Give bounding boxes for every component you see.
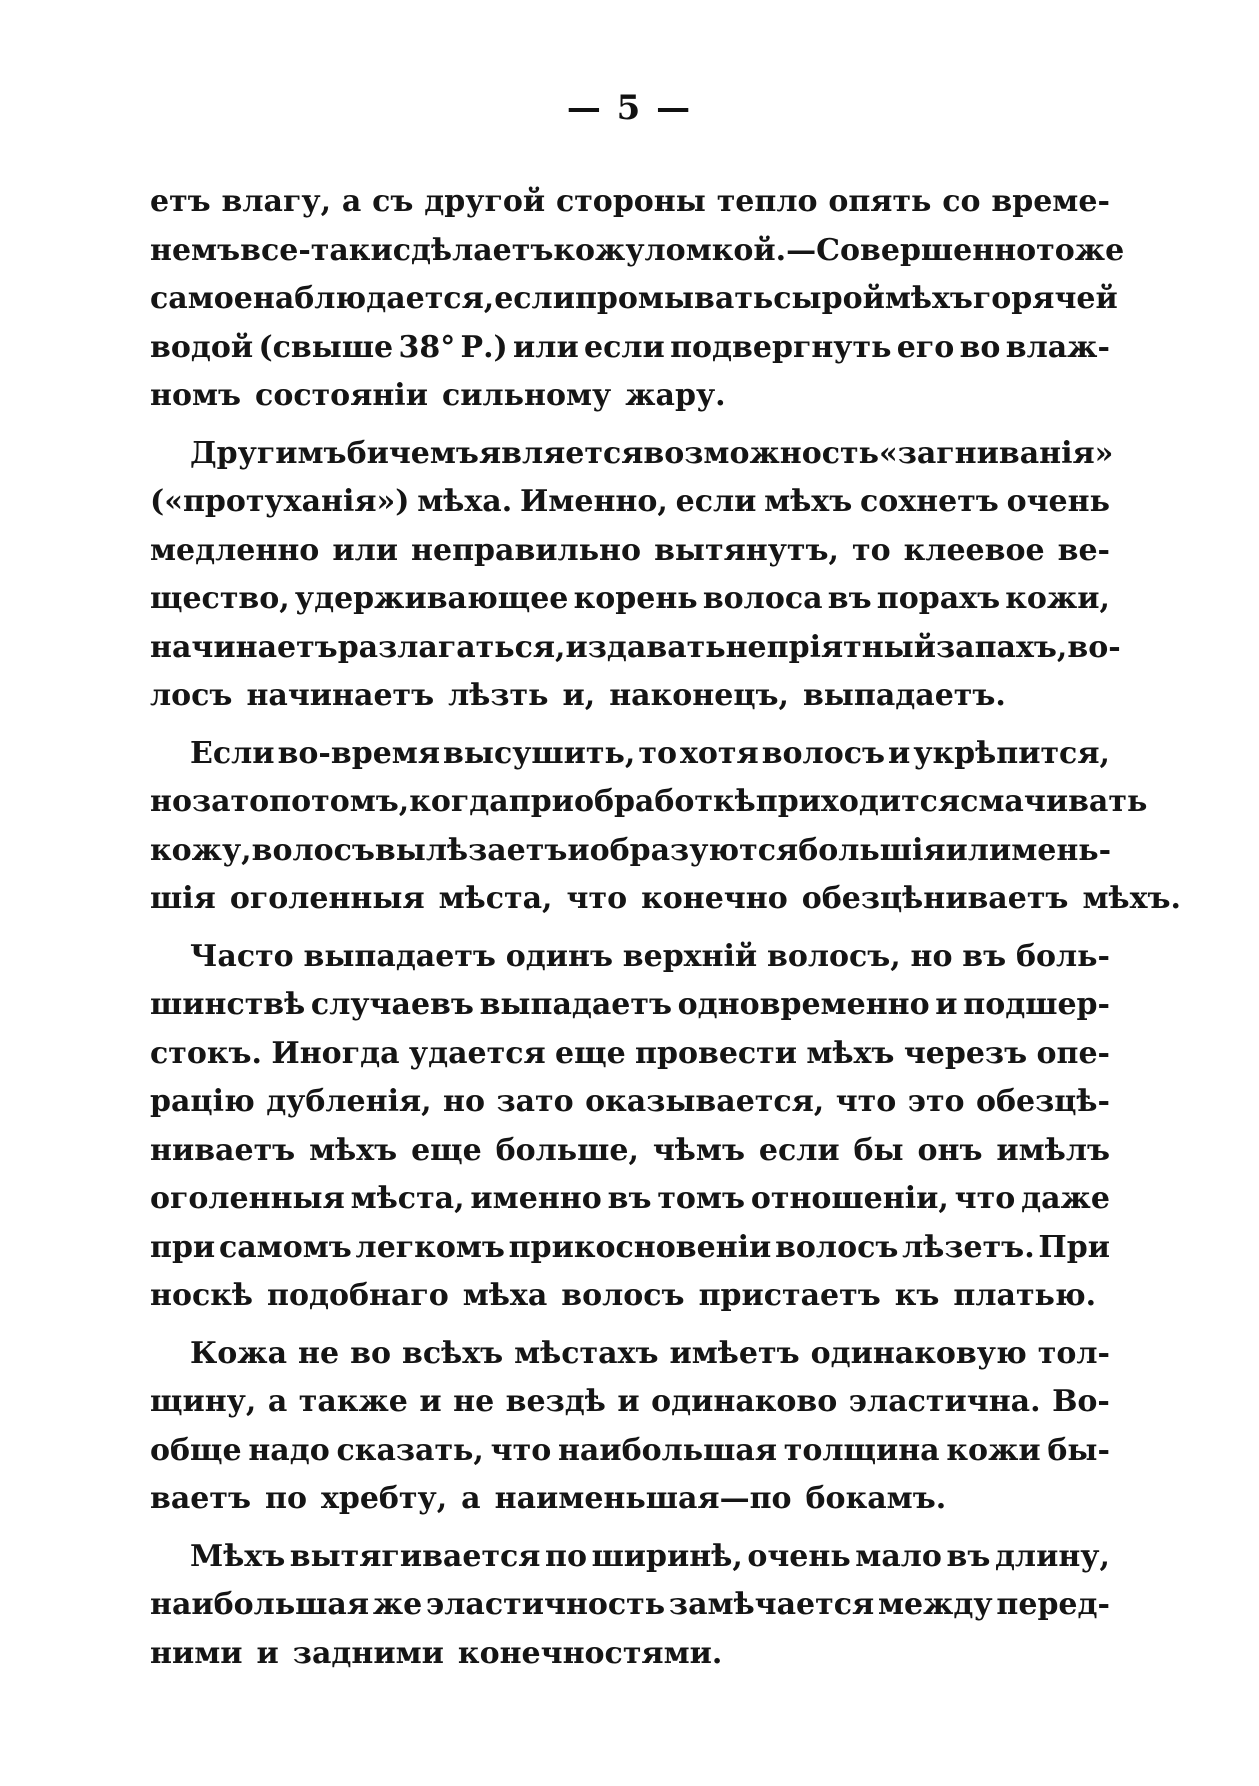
word: «загниванiя» [878, 435, 1114, 471]
word: дубленiя, [266, 1084, 432, 1119]
word: бы [853, 1132, 904, 1168]
word: не [298, 1335, 340, 1371]
word: щину, [150, 1384, 257, 1419]
word: тепло [716, 184, 818, 219]
text-line [150, 227, 1125, 276]
word: ниваетъ [150, 1132, 296, 1168]
word: медленно [150, 532, 320, 568]
word: выпадаетъ [479, 987, 672, 1022]
word: номъ [150, 378, 242, 413]
word: волосъ, [766, 938, 901, 974]
word: наблюдается, [252, 281, 495, 316]
word: имѣлъ [996, 1132, 1110, 1168]
word: конечно [641, 881, 788, 916]
word: одинаково [651, 1384, 838, 1419]
word: Иногда [271, 1035, 400, 1071]
word: или [945, 832, 1012, 868]
word: случаевъ [310, 987, 474, 1022]
word: шинствѣ [150, 987, 306, 1022]
word: въ [827, 581, 872, 616]
word: кожу [553, 232, 645, 268]
word: подобнаго [267, 1278, 449, 1313]
text-line [150, 1533, 1110, 1582]
word: его [896, 329, 955, 365]
paragraph-gap [150, 721, 1110, 730]
text-line [150, 1475, 1110, 1524]
word: и [888, 735, 911, 771]
text-line [150, 1127, 1110, 1176]
word: мѣхъ [309, 1132, 398, 1168]
text-line [150, 933, 1110, 982]
word: а [267, 1384, 288, 1419]
word: лосъ [150, 678, 233, 713]
word: запахъ, [936, 629, 1068, 665]
word: перед- [996, 1587, 1110, 1622]
word: бы- [1047, 1432, 1110, 1468]
word: подшер- [963, 987, 1110, 1022]
word: хотя [680, 735, 759, 771]
word: же [372, 1587, 423, 1622]
text-line [150, 178, 1110, 227]
word: обработкѣ [573, 784, 756, 819]
word: а [341, 184, 362, 219]
word: даже [1021, 1181, 1110, 1216]
word: то [638, 735, 677, 771]
word: между [877, 1587, 993, 1622]
word: выпадаетъ. [802, 678, 1006, 713]
word: но [443, 1084, 486, 1119]
word: Кожа [190, 1335, 288, 1371]
word: волосъ [775, 1229, 899, 1265]
word: кожи [946, 1432, 1041, 1468]
paragraph-gap [150, 1321, 1110, 1330]
word: высушить, [443, 735, 636, 771]
word: конечностями. [457, 1635, 723, 1671]
word: кожу, [150, 832, 252, 868]
word: что [566, 881, 628, 916]
word: томъ [657, 1181, 745, 1216]
word: мѣхъ [764, 484, 853, 519]
word: но [150, 784, 192, 819]
word: еще [555, 1035, 626, 1071]
text-line [150, 1378, 1110, 1427]
word: вытягивается [289, 1538, 541, 1574]
word: лѣзетъ. [902, 1229, 1035, 1265]
word: корень [573, 581, 698, 616]
word: именно [470, 1181, 602, 1216]
word: мѣхъ [806, 1035, 895, 1071]
word: оголенныя [150, 1181, 345, 1216]
word: сохнетъ [860, 484, 999, 519]
word: ломкой.—Совершенно [644, 232, 1037, 268]
text-line [150, 275, 1118, 324]
word: порахъ [876, 581, 1001, 616]
word: всѣхъ [401, 1335, 504, 1371]
word: обще [150, 1432, 242, 1468]
word: мало [855, 1538, 942, 1574]
word: обезцѣ- [976, 1084, 1110, 1119]
word: черезъ [903, 1035, 1028, 1071]
word: очень [1006, 484, 1110, 519]
word: что [835, 1084, 897, 1119]
word: ними [150, 1635, 243, 1671]
text-line [150, 827, 1110, 876]
text-line [150, 1224, 1110, 1273]
word: неправильно [411, 532, 642, 568]
word: все-таки [240, 232, 393, 268]
paragraph-gap [150, 1524, 1110, 1533]
word: ваетъ [150, 1481, 251, 1516]
word: тоже [1036, 232, 1125, 268]
word: приходится [755, 784, 961, 819]
word: во [350, 1335, 391, 1371]
word: имѣетъ [669, 1335, 800, 1371]
word: начинаетъ [150, 629, 338, 665]
word: оголенныя [229, 881, 425, 916]
word: сырой [773, 281, 885, 316]
word: при [508, 784, 574, 819]
word: удается [408, 1035, 546, 1071]
word: больше, [495, 1132, 639, 1168]
word: по [264, 1481, 307, 1516]
word: Если [190, 735, 275, 771]
word: къ [894, 1278, 940, 1313]
word: задними [292, 1635, 444, 1671]
word: и [567, 832, 590, 868]
word: состоянiи [255, 378, 428, 413]
word: разлагаться, [337, 629, 566, 665]
text-line [150, 624, 1121, 673]
word: другой [424, 184, 546, 219]
word: когда [409, 784, 509, 819]
word: горячей [972, 281, 1118, 316]
word: стокъ. [150, 1035, 262, 1071]
word: а [461, 1481, 481, 1516]
word: наибольшая [150, 1587, 370, 1622]
word: време- [991, 184, 1110, 219]
word: мѣхъ. [1082, 881, 1181, 916]
word: и [935, 987, 958, 1022]
text-line [150, 875, 1181, 924]
word: подвергнуть [670, 329, 892, 365]
word: если [675, 484, 757, 519]
word: платью. [953, 1278, 1097, 1313]
word: ве- [1057, 532, 1110, 568]
word: наибольшая [557, 1432, 777, 1468]
word: выпадаетъ [303, 938, 496, 974]
word: жару. [625, 378, 726, 413]
page-number: — 5 — [566, 88, 693, 128]
word: если [494, 281, 575, 316]
word: волосъ [561, 1278, 685, 1313]
word: щество, [150, 581, 290, 616]
word: что [954, 1181, 1016, 1216]
word: если [584, 329, 665, 365]
word: большiя [798, 832, 946, 868]
word: возможность [643, 435, 879, 471]
word: замѣчается [668, 1587, 875, 1622]
word: пристаетъ [698, 1278, 881, 1313]
word: носкѣ [150, 1278, 253, 1313]
word: волосъ [761, 735, 885, 771]
word: со [942, 184, 981, 219]
text-line [150, 372, 1110, 421]
text-line [150, 1030, 1110, 1079]
word: зато [191, 784, 270, 819]
paragraph-gap [150, 421, 1110, 430]
word: въ [962, 938, 1007, 974]
word: является [478, 435, 644, 471]
word: опе- [1036, 1035, 1110, 1071]
paragraph [150, 430, 1121, 721]
word: легкомъ [355, 1229, 505, 1265]
word: самомъ [218, 1229, 352, 1265]
word: надо [248, 1432, 330, 1468]
word: съ [372, 184, 414, 219]
word: влагу, [221, 184, 332, 219]
word: укрѣпится, [913, 735, 1110, 771]
word: волоса [702, 581, 823, 616]
word: потомъ, [269, 784, 410, 819]
word: провести [635, 1035, 798, 1071]
text-line [150, 1078, 1110, 1127]
word: одинъ [505, 938, 613, 974]
word: чѣмъ [652, 1132, 745, 1168]
word: толщина [783, 1432, 940, 1468]
word: хребту, [320, 1481, 448, 1516]
word: также [298, 1384, 408, 1419]
word: водой [150, 329, 254, 365]
text-line [150, 575, 1110, 624]
word: вылѣзаетъ [374, 832, 568, 868]
word: мѣстахъ [514, 1335, 659, 1371]
word: зато [496, 1084, 574, 1119]
word: и [419, 1384, 442, 1419]
word: боль- [1015, 938, 1110, 974]
text-line [150, 1581, 1110, 1630]
word: и [617, 1384, 640, 1419]
word: бичемъ [346, 435, 479, 471]
paragraph [150, 178, 1125, 421]
word: верхнiй [622, 938, 758, 974]
word: клеевое [903, 532, 1045, 568]
word: во- [1067, 629, 1121, 665]
word: Мѣхъ [190, 1538, 286, 1574]
text-line [150, 324, 1110, 373]
word: онъ [917, 1132, 983, 1168]
word: въ [946, 1538, 991, 1574]
word: Во- [1052, 1384, 1110, 1419]
word: стороны [555, 184, 706, 219]
word: образуются [589, 832, 799, 868]
paragraph [150, 933, 1110, 1321]
word: лѣзть [448, 678, 549, 713]
text-line [150, 478, 1110, 527]
word: немъ [150, 232, 241, 268]
word: ширинѣ, [591, 1538, 743, 1574]
text-line [150, 1630, 1110, 1679]
word: мѣста, [350, 1181, 465, 1216]
word: тол- [1037, 1335, 1110, 1371]
word: 38° [398, 329, 456, 365]
word: очень [747, 1538, 851, 1574]
text-line [150, 672, 1110, 721]
word: Часто [190, 938, 294, 974]
word: самое [150, 281, 253, 316]
word: мѣхъ [884, 281, 973, 316]
text-line [150, 527, 1110, 576]
word: влаж- [1005, 329, 1110, 365]
word: волосъ [251, 832, 375, 868]
text-line [150, 778, 1148, 827]
word: наименьшая—по [494, 1481, 792, 1516]
word: эластичность [426, 1587, 666, 1622]
word: одинаковую [810, 1335, 1027, 1371]
word: длину, [994, 1538, 1110, 1574]
word: мѣха [462, 1278, 548, 1313]
word: издавать [565, 629, 726, 665]
word: бокамъ. [805, 1481, 947, 1516]
word: оказывается, [585, 1084, 825, 1119]
word: начинаетъ [246, 678, 435, 713]
word: опять [828, 184, 932, 219]
word: и [256, 1635, 279, 1671]
paragraph [150, 730, 1181, 924]
text-line [150, 1175, 1110, 1224]
word: удерживающее [294, 581, 569, 616]
paragraph [150, 1533, 1110, 1679]
text-line [150, 730, 1110, 779]
word: если [758, 1132, 840, 1168]
word: при [150, 1229, 216, 1265]
word: Другимъ [190, 435, 347, 471]
word: не [453, 1384, 495, 1419]
word: что [490, 1432, 552, 1468]
word: сильному [441, 378, 612, 413]
word: или [513, 329, 579, 365]
word: обезцѣниваетъ [801, 881, 1069, 916]
word: Р.) [460, 329, 508, 365]
word: («протуханiя») [150, 484, 410, 519]
word: по [545, 1538, 587, 1574]
word: непрiятный [725, 629, 937, 665]
word: но [910, 938, 953, 974]
word: это [907, 1084, 965, 1119]
word: (свыше [258, 329, 394, 365]
word: отношенiи, [750, 1181, 949, 1216]
word: вездѣ [505, 1384, 606, 1419]
word: сказать, [336, 1432, 484, 1468]
word: етъ [150, 184, 211, 219]
word: во [959, 329, 1001, 365]
word: рацiю [150, 1084, 255, 1119]
word: мѣста, [438, 881, 553, 916]
word: мѣха. [417, 484, 513, 519]
word: наконецъ, [609, 678, 789, 713]
word: сдѣлаетъ [392, 232, 554, 268]
word: еще [411, 1132, 482, 1168]
word: кожи, [1005, 581, 1110, 616]
text-line [150, 1427, 1110, 1476]
word: то [851, 532, 891, 568]
word: смачивать [960, 784, 1148, 819]
word: одновременно [677, 987, 930, 1022]
word: или [332, 532, 398, 568]
word: въ [607, 1181, 652, 1216]
text-line [150, 1272, 1110, 1321]
text-line [150, 1330, 1110, 1379]
word: прикосновенiи [508, 1229, 772, 1265]
word: во-время [277, 735, 441, 771]
text-line [150, 430, 1114, 479]
word: эластична. [848, 1384, 1041, 1419]
word: шiя [150, 881, 216, 916]
paragraph [150, 1330, 1110, 1524]
word: промывать [574, 281, 774, 316]
word: мень- [1011, 832, 1112, 868]
body-text [150, 178, 1181, 1678]
word: При [1038, 1229, 1110, 1265]
word: Именно, [519, 484, 668, 519]
paragraph-gap [150, 924, 1110, 933]
word: и, [562, 678, 596, 713]
text-line [150, 981, 1110, 1030]
word: вытянутъ, [654, 532, 839, 568]
